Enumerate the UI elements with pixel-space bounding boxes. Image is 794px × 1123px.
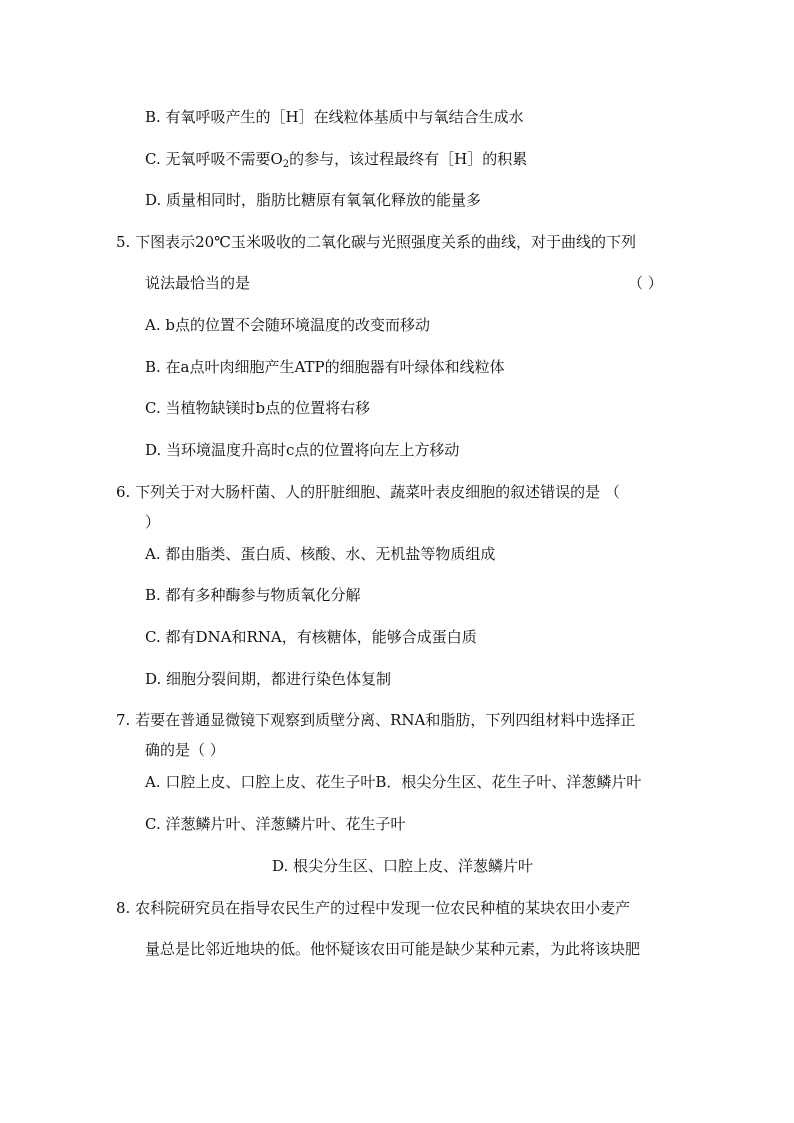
q5-answer-bracket: （ ） <box>628 274 663 292</box>
q4-option-d: D. 质量相同时，脂肪比糖原有氧氧化释放的能量多 <box>145 191 482 209</box>
q6-stem-line2: ） <box>145 513 161 531</box>
q5-option-d: D. 当环境温度升高时c点的位置将向左上方移动 <box>145 441 460 459</box>
q5-option-a: A. b点的位置不会随环境温度的改变而移动 <box>145 316 430 334</box>
q4-option-b: B. 有氧呼吸产生的［H］在线粒体基质中与氧结合生成水 <box>145 108 524 126</box>
q5-option-b: B. 在a点叶肉细胞产生ATP的细胞器有叶绿体和线粒体 <box>145 358 505 376</box>
q7-option-d: D. 根尖分生区、口腔上皮、洋葱鳞片叶 <box>272 857 534 875</box>
q7-option-c: C. 洋葱鳞片叶、洋葱鳞片叶、花生子叶 <box>145 815 406 833</box>
q6-option-b: B. 都有多种酶参与物质氧化分解 <box>145 586 361 604</box>
q4-option-c-sub: 2 <box>282 159 290 170</box>
q6-option-a: A. 都由脂类、蛋白质、核酸、水、无机盐等物质组成 <box>145 545 496 563</box>
q6-stem-line1: 6. 下列关于对大肠杆菌、人的肝脏细胞、蔬菜叶表皮细胞的叙述错误的是 （ <box>116 483 620 501</box>
q5-option-c: C. 当植物缺镁时b点的位置将右移 <box>145 399 371 417</box>
q7-option-ab: A. 口腔上皮、口腔上皮、花生子叶B．根尖分生区、花生子叶、洋葱鳞片叶 <box>145 773 642 791</box>
q4-option-c-pre: C. 无氧呼吸不需要O <box>145 150 283 168</box>
q8-stem-line1: 8. 农科院研究员在指导农民生产的过程中发现一位农民种植的某块农田小麦产 <box>116 899 631 917</box>
q7-stem-line1: 7. 若要在普通显微镜下观察到质壁分离、RNA和脂肪，下列四组材料中选择正 <box>116 711 636 729</box>
q6-option-c: C. 都有DNA和RNA，有核糖体，能够合成蛋白质 <box>145 628 477 646</box>
q5-stem-line2: 说法最恰当的是 <box>145 274 251 292</box>
q4-option-c <box>145 149 527 175</box>
q4-option-c-post: 的参与，该过程最终有［H］的积累 <box>289 150 528 168</box>
q6-option-d: D. 细胞分裂间期，都进行染色体复制 <box>145 670 392 688</box>
q8-stem-line2: 量总是比邻近地块的低。他怀疑该农田可能是缺少某种元素，为此将该块肥 <box>145 940 641 958</box>
q7-stem-line2: 确的是（ ） <box>145 741 225 759</box>
q5-stem-line1: 5. 下图表示20℃玉米吸收的二氧化碳与光照强度关系的曲线，对于曲线的下列 <box>116 233 636 251</box>
